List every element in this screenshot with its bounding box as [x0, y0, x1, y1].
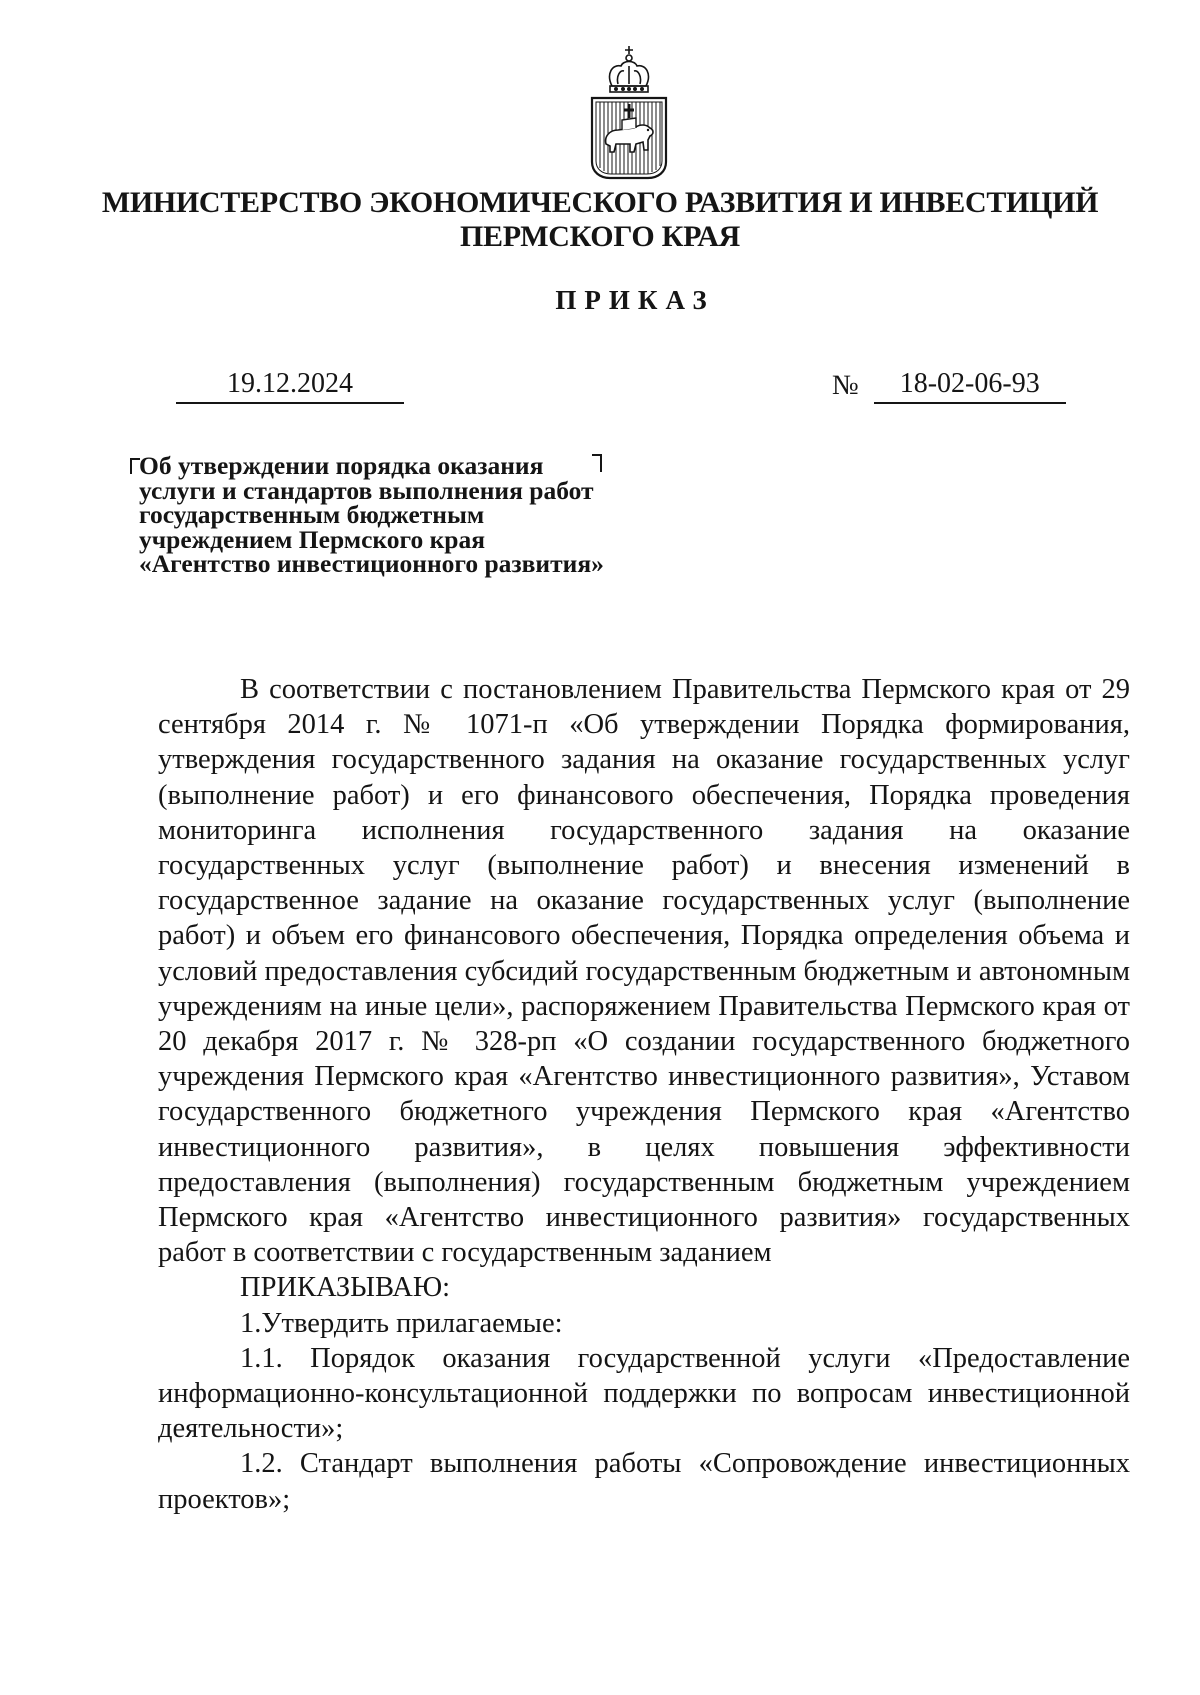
order-item-1-2: 1.2. Стандарт выполнения работы «Сопровождение инвестиционных проектов»; [158, 1448, 1130, 1515]
number-sign: № [832, 370, 859, 401]
order-item-1: 1.Утвердить прилагаемые: [240, 1307, 563, 1339]
order-number: 18-02-06-93 [874, 366, 1066, 404]
order-number-block [832, 366, 1066, 404]
order-item-1-1: 1.1. Порядок оказания государственной услуги «Предоставление информационно-консультационной поддержки по вопросам инвестиционной деятельности»; [158, 1342, 1130, 1445]
ministry-name-line2: ПЕРМСКОГО КРАЯ [460, 220, 740, 253]
order-word: ПРИКАЗЫВАЮ: [240, 1272, 451, 1304]
ministry-name-line1: МИНИСТЕРСТВО ЭКОНОМИЧЕСКОГО РАЗВИТИЯ И ИНВЕСТИЦИЙ [101, 186, 1099, 219]
order-subject: Об утверждении порядка оказания услуги и стандартов выполнения работ государственным бюджетным учреждением Пермского края «Агентство инвестиционного развития» [139, 451, 604, 578]
ministry-name [0, 186, 1200, 254]
order-date: 19.12.2024 [176, 366, 404, 404]
preamble-paragraph: В соответствии с постановлением Правительства Пермского края от 29 сентября 2014 г. № 1071-п «Об утверждении Порядка формирования, утверждения государственного задания на оказание государственных услуг (выполнение работ) и его финансового обеспечения, Порядка проведения мониторинга исполнения государственного задания на оказание государственных услуг (выполнение работ) и внесения изменений в государственное задание на оказание государственных услуг (выполнение работ) и объем его финансового обеспечения, Порядка определения объема и условий предоставления субсидий государственным бюджетным и автономным учреждениям на иные цели», распоряжением Правительства Пермского края от 20 декабря 2017 г. № 328-рп «О создании государственного бюджетного учреждения Пермского края «Агентство инвестиционного развития», Уставом государственного бюджетного учреждения Пермского края «Агентство инвестиционного развития», в целях повышения эффективности предоставления (выполнения) государственным бюджетным учреждением Пермского края «Агентство инвестиционного развития» государственных работ в соответствии с государственным заданием [158, 674, 1130, 1269]
document-type-title: ПРИКАЗ [555, 285, 715, 315]
order-body [158, 672, 1130, 1517]
perm-krai-coat-of-arms-icon [588, 44, 670, 184]
